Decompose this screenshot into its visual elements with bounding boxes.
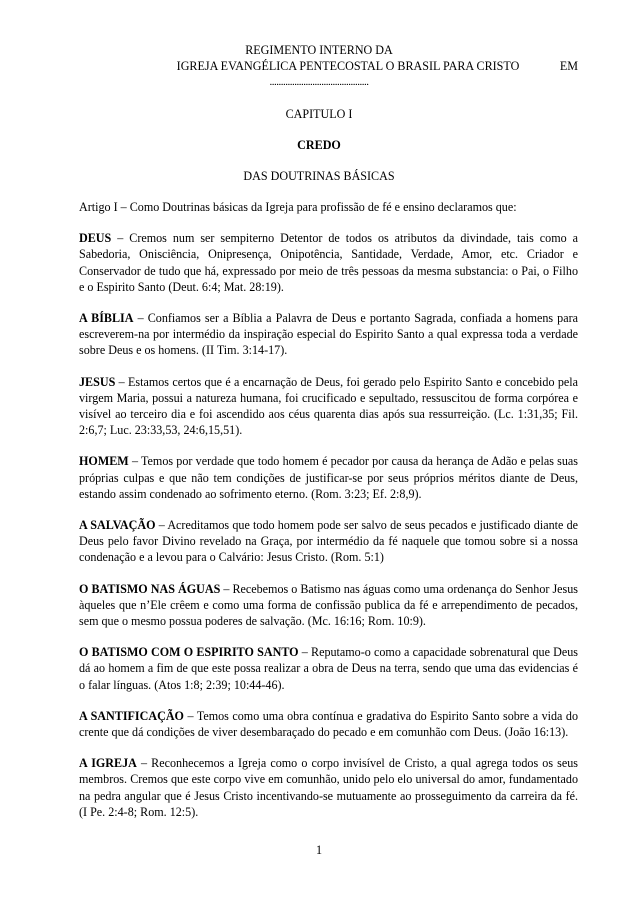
doctrine-term: A SANTIFICAÇÃO (79, 708, 184, 723)
header-title-line2 (118, 58, 578, 74)
doctrine-term: A SALVAÇÃO (79, 518, 156, 533)
document-body (79, 199, 578, 835)
doctrine-text: – Reconhecemos a Igreja como o corpo invisível de Cristo, a qual agrega todos os seus membros. Cremos que este corpo vive em comunhão, unido pelo elo universal do amor, fundamentado na pedra angular que é Jesus Cristo incentivando-se mutuamente ao prosseguimento da carreira da fé. (I Pe. 2:4-8; Rom. 12:5). (79, 756, 578, 819)
doctrine-paragraph-jesus (79, 374, 578, 439)
doctrine-paragraph-batismo-espirito (79, 644, 578, 693)
doctrine-term: A BÍBLIA (79, 311, 134, 326)
doctrine-term: O BATISMO COM O ESPIRITO SANTO (79, 645, 299, 660)
doctrine-text: – Acreditamos que todo homem pode ser salvo de seus pecados e justificado diante de Deus pelo favor Divino revelado na Graça, por intermédio da fé naquele que tomou sobre si a nossa condenação e a levou para o Calvário: Jesus Cristo. (Rom. 5:1) (79, 518, 578, 565)
header-church-name: IGREJA EVANGÉLICA PENTECOSTAL O BRASIL PARA CRISTO (176, 59, 520, 73)
doctrine-term: HOMEM (79, 454, 129, 469)
chapter-heading: CAPITULO I (285, 107, 353, 121)
doctrine-paragraph-salvacao (79, 517, 578, 566)
doctrine-text: – Temos como uma obra contínua e gradativa do Espirito Santo sobre a vida do crente que dá condições de viver desembaraçado do pecado e em comunhão com Deus. (João 16:13). (79, 708, 578, 740)
credo-heading: CREDO (297, 138, 341, 152)
header-suffix: EM (559, 59, 578, 73)
doctrine-paragraph-batismo-aguas (79, 581, 578, 630)
header-dotted-line: ............................................ (269, 76, 369, 88)
doctrine-paragraph-deus (79, 230, 578, 295)
section-subtitle: DAS DOUTRINAS BÁSICAS (243, 169, 395, 183)
doctrine-term: JESUS (79, 374, 116, 389)
doctrine-text: – Cremos num ser sempiterno Detentor de todos os atributos da divindade, tais como a Sabedoria, Onisciência, Onipresença, Onipotência, Santidade, Verdade, Amor, etc. Criador e Conservador de tudo que há, expressado por meio de três pessoas da mesma substancia: o Pai, o Filho e o Espirito Santo (Deut. 6:4; Mat. 28:19). (79, 231, 578, 294)
doctrine-text: – Reputamo-o como a capacidade sobrenatural que Deus dá ao homem a fim de que este possa realizar a obra de Deus na terra, sendo que uma das evidencias é o falar línguas. (Atos 1:8; 2:39; 10:44-46). (79, 645, 578, 692)
doctrine-paragraph-igreja (79, 755, 578, 820)
doctrine-term: DEUS (79, 231, 112, 246)
doctrine-paragraph-santificacao (79, 708, 578, 740)
doctrine-paragraph-homem (79, 453, 578, 502)
doctrine-text: – Recebemos o Batismo nas águas como uma ordenança do Senhor Jesus àqueles que n’Ele crêem e como uma forma de confissão publica da fé e arrependimento de pecados, sem que o mesmo possua poderes de salvação. (Mc. 16:16; Rom. 10:9). (79, 581, 578, 629)
header-title-line1: REGIMENTO INTERNO DA (245, 43, 393, 57)
doctrine-term: O BATISMO NAS ÁGUAS (79, 581, 221, 596)
doctrine-paragraph-biblia (79, 310, 578, 359)
doctrine-text: – Temos por verdade que todo homem é pecador por causa da herança de Adão e pelas suas próprias culpas e que não tem condições de justificar-se por seus próprios méritos diante de Deus, estando assim condenado ao sofrimento eterno. (Rom. 3:23; Ef. 2:8,9). (79, 454, 578, 501)
doctrine-term: A IGREJA (79, 756, 137, 771)
doctrine-text: – Estamos certos que é a encarnação de Deus, foi gerado pelo Espirito Santo e concebido pela virgem Maria, possui a natureza humana, foi crucificado e sepultado, ressuscitou de forma corpórea e visível ao terceiro dia e foi ascendido aos céus quarenta dias após sua ressurreição. (Lc. 1:31,35; Fil. 2:6,7; Luc. 23:33,53, 24:6,15,51). (79, 374, 578, 438)
doctrine-text: – Confiamos ser a Bíblia a Palavra de Deus e portanto Sagrada, confiada a homens para escreverem-na por intermédio da inspiração especial do Espirito Santo a qual expressa toda a verdade sobre Deus e os homens. (II Tim. 3:14-17). (79, 311, 578, 358)
article-intro: Artigo I – Como Doutrinas básicas da Igreja para profissão de fé e ensino declaramos que: (79, 200, 517, 214)
page-number: 1 (315, 843, 323, 857)
